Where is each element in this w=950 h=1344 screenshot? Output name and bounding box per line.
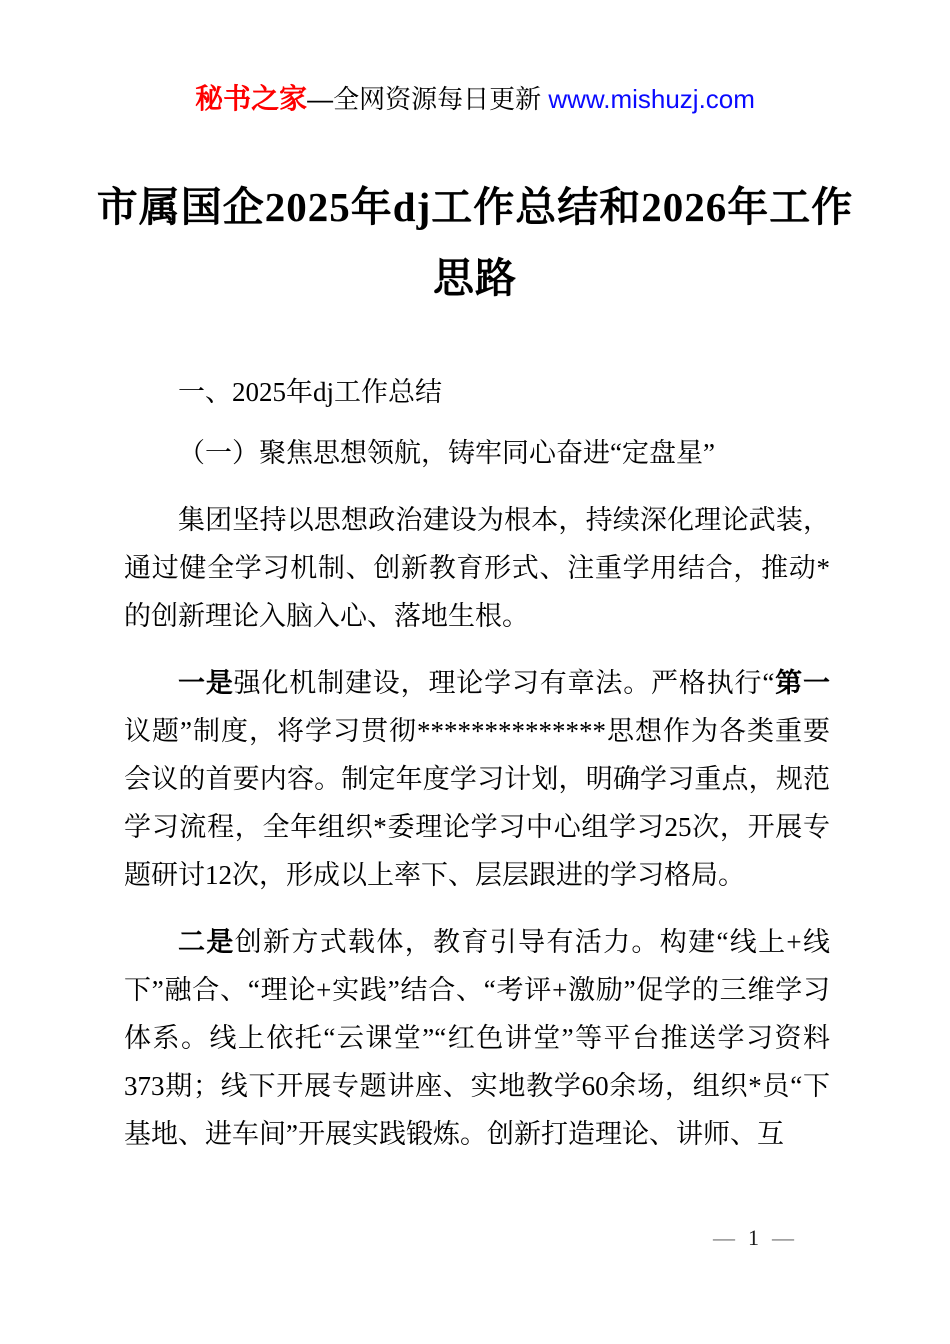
site-url-link[interactable]: www.mishuzj.com xyxy=(548,84,755,114)
paragraph-1: 集团坚持以思想政治建设为根本，持续深化理论武装，通过健全学习机制、创新教育形式、注重学用结合，推动*的创新理论入脑入心、落地生根。 xyxy=(124,505,830,631)
site-name: 秘书之家 xyxy=(195,83,308,114)
paragraph-2-emphasis-bold: 第一 xyxy=(774,668,831,698)
paragraph-3 xyxy=(124,918,830,1158)
header-tagline: —全网资源每日更新 xyxy=(307,84,549,114)
document-body xyxy=(124,368,830,1158)
document-title xyxy=(0,172,950,314)
section-heading: 一、2025年dj工作总结 xyxy=(178,377,443,407)
page-number-value: 1 xyxy=(748,1225,759,1250)
page-number-left-dash: — xyxy=(713,1225,735,1250)
page-header xyxy=(0,84,950,114)
paragraph-2-text-b: 议题”制度，将学习贯彻**************思想作为各类重要会议的首要内容。制定年度学习计划，明确学习重点，规范学习流程，全年组织*委理论学习中心组学习25次，开展专题研讨12次，形成以上率下、层层跟进的学习格局。 xyxy=(124,716,830,890)
paragraph-3-text: 创新方式载体，教育引导有活力。构建“线上+线下”融合、“理论+实践”结合、“考评+激励”促学的三维学习体系。线上依托“云课堂”“红色讲堂”等平台推送学习资料373期；线下开展专题讲座、实地教学60余场，组织*员“下基地、进车间”开展实践锻炼。创新打造理论、讲师、互 xyxy=(124,927,831,1149)
subsection-heading: （一）聚焦思想领航，铸牢同心奋进“定盘星” xyxy=(178,438,715,468)
document-title-line-2: 思路 xyxy=(433,255,517,301)
paragraph-2-text-a: 强化机制建设，理论学习有章法。严格执行“ xyxy=(233,668,775,698)
page-number-right-dash: — xyxy=(772,1225,794,1250)
paragraph-3-lead-bold: 二是 xyxy=(178,927,235,957)
paragraph-2-lead-bold: 一是 xyxy=(178,668,234,698)
document-title-line-1: 市属国企2025年dj工作总结和2026年工作 xyxy=(96,184,854,230)
paragraph-2 xyxy=(124,659,830,899)
page-number xyxy=(713,1224,794,1252)
